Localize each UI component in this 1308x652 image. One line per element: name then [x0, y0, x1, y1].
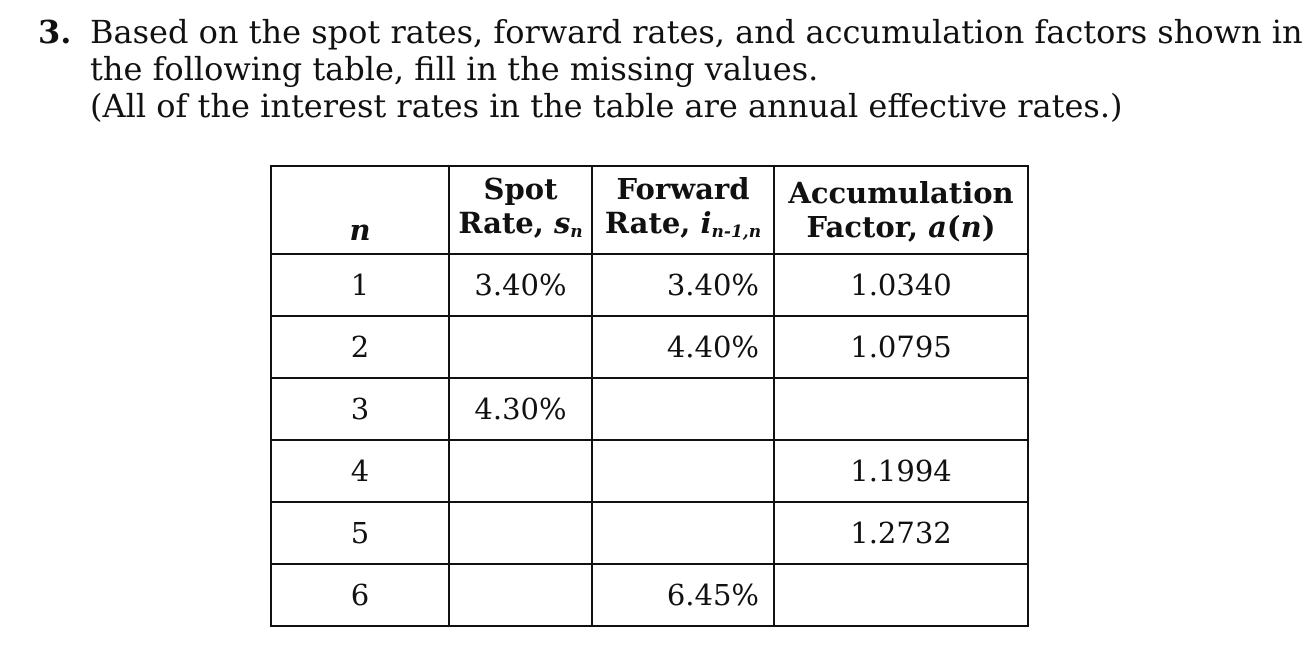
cell-forward-value: 3.40%	[666, 268, 759, 302]
cell-n: 6	[271, 564, 449, 626]
header-forward-line2	[593, 206, 773, 249]
header-n	[271, 166, 449, 254]
header-n-label: n	[349, 213, 371, 247]
header-accumulation-factor-word: Factor,	[806, 210, 929, 244]
table-row	[271, 502, 1028, 564]
cell-n: 4	[271, 440, 449, 502]
cell-n: 3	[271, 378, 449, 440]
header-accumulation-factor	[774, 166, 1028, 254]
header-spot-line1: Spot	[483, 171, 558, 206]
header-accumulation-arg: n	[960, 210, 982, 244]
problem-text	[90, 13, 1303, 125]
cell-spot-rate	[449, 564, 592, 626]
rates-table	[270, 165, 1029, 627]
cell-forward-value	[759, 454, 773, 488]
cell-accumulation-factor: 1.2732	[774, 502, 1028, 564]
cell-accumulation-factor: 1.1994	[774, 440, 1028, 502]
cell-n: 5	[271, 502, 449, 564]
header-forward-line1: Forward	[616, 171, 750, 206]
header-accumulation-line2	[775, 210, 1027, 244]
header-accumulation-line1: Accumulation	[788, 176, 1014, 210]
table-row	[271, 254, 1028, 316]
header-spot-symbol: s	[553, 205, 571, 240]
cell-accumulation-factor	[774, 378, 1028, 440]
table-row	[271, 316, 1028, 378]
header-forward-rate	[592, 166, 774, 254]
header-spot-line2	[450, 206, 591, 249]
cell-accumulation-factor: 1.0340	[774, 254, 1028, 316]
table-row	[271, 378, 1028, 440]
header-accumulation-paren-close: )	[981, 210, 996, 244]
header-spot-subscript: n	[570, 221, 583, 242]
table-row	[271, 440, 1028, 502]
header-forward-symbol: i	[700, 205, 712, 240]
cell-n: 1	[271, 254, 449, 316]
cell-spot-rate	[449, 502, 592, 564]
problem-line-2: the following table, fill in the missing values.	[90, 50, 819, 88]
cell-accumulation-factor	[774, 564, 1028, 626]
cell-accumulation-factor: 1.0795	[774, 316, 1028, 378]
table-header-row	[271, 166, 1028, 254]
header-accumulation-symbol: a	[928, 210, 947, 244]
cell-n: 2	[271, 316, 449, 378]
cell-spot-rate: 3.40%	[449, 254, 592, 316]
problem-line-1: Based on the spot rates, forward rates, and accumulation factors shown in	[90, 13, 1303, 51]
cell-forward-rate	[592, 502, 774, 564]
problem-line-3: (All of the interest rates in the table are annual effective rates.)	[90, 87, 1123, 125]
cell-forward-value: 6.45%	[666, 578, 759, 612]
table-row	[271, 564, 1028, 626]
cell-forward-value: 4.40%	[666, 330, 759, 364]
header-spot-rate-word: Rate,	[458, 205, 554, 240]
cell-forward-rate	[592, 440, 774, 502]
cell-forward-value	[759, 392, 773, 426]
cell-forward-rate	[592, 378, 774, 440]
cell-forward-rate	[592, 254, 774, 316]
cell-forward-value	[759, 516, 773, 550]
header-spot-rate	[449, 166, 592, 254]
header-forward-rate-word: Rate,	[604, 205, 701, 240]
cell-spot-rate	[449, 440, 592, 502]
header-forward-subscript: n-1,n	[711, 221, 762, 242]
cell-forward-rate	[592, 316, 774, 378]
cell-forward-rate	[592, 564, 774, 626]
cell-spot-rate: 4.30%	[449, 378, 592, 440]
cell-spot-rate	[449, 316, 592, 378]
header-accumulation-paren-open: (	[946, 210, 961, 244]
problem-number: 3.	[38, 13, 72, 51]
